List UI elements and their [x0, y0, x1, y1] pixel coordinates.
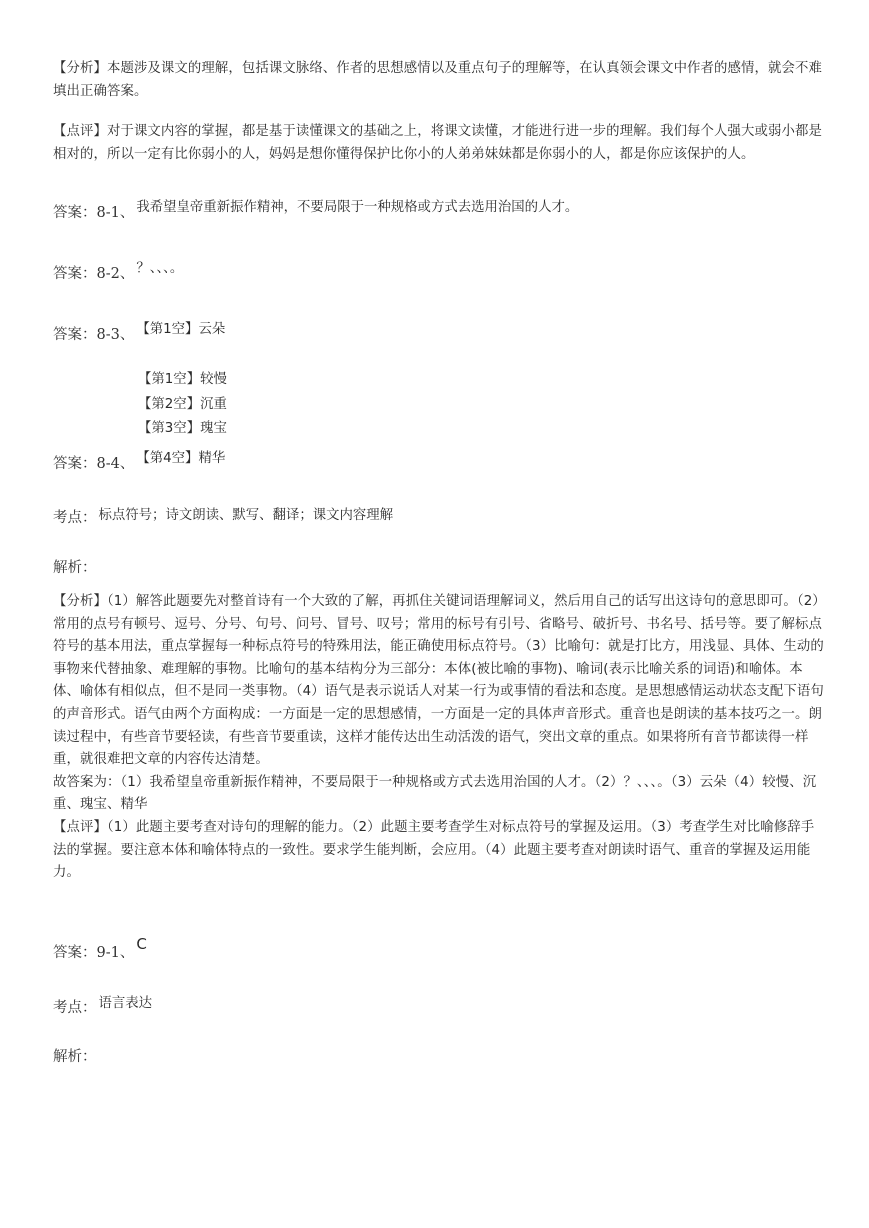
jiexi-row-2: [53, 1045, 99, 1066]
answer-8-3: [53, 318, 225, 344]
answer-label: 答案：8-1、: [53, 205, 135, 221]
jiexi-label: 解析：: [53, 1049, 97, 1065]
kaodian-label: 考点：: [53, 510, 97, 526]
kaodian-row-2: [53, 992, 152, 1017]
analysis-paragraph: 【分析】本题涉及课文的理解，包括课文脉络、作者的思想感情以及重点句子的理解等，在认真领会课文中作者的感情，就会不难填出正确答案。: [53, 61, 822, 99]
answer-8-4-blanks: [138, 368, 227, 442]
final-answer-paragraph: 故答案为：（1）我希望皇帝重新振作精神，不要局限于一种规格或方式去选用治国的人才。（2）？、、、。（3）云朵（4）较慢、沉重、瑰宝、精华: [53, 774, 817, 813]
blank-item: 【第1空】较慢: [138, 372, 227, 387]
answer-label: 答案：8-3、: [53, 327, 135, 343]
comment-paragraph: 【点评】（1）此题主要考查对诗句的理解的能力。（2）此题主要考查学生对标点符号的掌握及运用。（3）考查学生对比喻修辞手法的掌握。要注意本体和喻体特点的一致性。要求学生能判断，会应用。（4）此题主要考查对朗读时语气、重音的掌握及运用能力。: [53, 819, 815, 881]
comment-block-1: [53, 121, 825, 166]
analysis-block-2: [53, 591, 825, 885]
answer-value: 【第1空】云朵: [136, 322, 226, 337]
kaodian-label: 考点：: [53, 1000, 97, 1016]
blank-item: 【第3空】瑰宝: [138, 421, 227, 436]
answer-label: 答案：8-4、: [53, 456, 135, 472]
comment-paragraph: 【点评】对于课文内容的掌握，都是基于读懂课文的基础之上，将课文读懂，才能进行进一步的理解。我们每个人强大或弱小都是相对的，所以一定有比你弱小的人，妈妈是想你懂得保护比你小的人弟弟妹妹都是你弱小的人，都是你应该保护的人。: [53, 124, 822, 162]
answer-value: ？、、、。: [136, 261, 184, 276]
kaodian-value: 标点符号；诗文朗读、默写、翻译；课文内容理解: [98, 508, 394, 523]
answer-value: 【第4空】精华: [136, 451, 226, 466]
analysis-block-1: [53, 58, 825, 103]
analysis-paragraph: 【分析】（1）解答此题要先对整首诗有一个大致的了解，再抓住关键词语理解词义，然后用自己的话写出这诗句的意思即可。（2）常用的点号有顿号、逗号、分号、句号、问号、冒号、叹号；常用的标号有引号、省略号、破折号、书名号、括号等。要了解标点符号的基本用法，重点掌握每一种标点符号的特殊用法，能正确使用标点符号。（3）比喻句：就是打比方，用浅显、具体、生动的事物来代替抽象、难理解的事物。比喻句的基本结构分为三部分：本体(被比喻的事物)、喻词(表示比喻关系的词语)和喻体。本体、喻体有相似点，但不是同一类事物。（4）语气是表示说话人对某一行为或事情的看法和态度。是思想感情运动状态支配下语句的声音形式。语气由两个方面构成：一方面是一定的思想感情，一方面是一定的具体声音形式。重音也是朗读的基本技巧之一。朗读过程中，有些音节要轻读，有些音节要重读，这样才能传达出生动活泼的语气，突出文章的重点。如果将所有音节都读得一样重，就很难把文章的内容传达清楚。: [53, 594, 824, 768]
jiexi-row-1: [53, 556, 99, 577]
answer-label: 答案：9-1、: [53, 945, 135, 961]
answer-label: 答案：8-2、: [53, 266, 135, 282]
answer-8-2: [53, 257, 183, 283]
kaodian-row-1: [53, 504, 393, 527]
kaodian-value: 语言表达: [98, 996, 153, 1011]
answer-value: C: [136, 935, 147, 953]
answer-8-4: [53, 447, 225, 473]
jiexi-label: 解析：: [53, 560, 97, 576]
blank-item: 【第2空】沉重: [138, 396, 227, 412]
answer-value: 我希望皇帝重新振作精神，不要局限于一种规格或方式去选用治国的人才。: [136, 200, 579, 215]
answer-9-1: [53, 935, 147, 962]
answer-8-1: [53, 196, 578, 222]
